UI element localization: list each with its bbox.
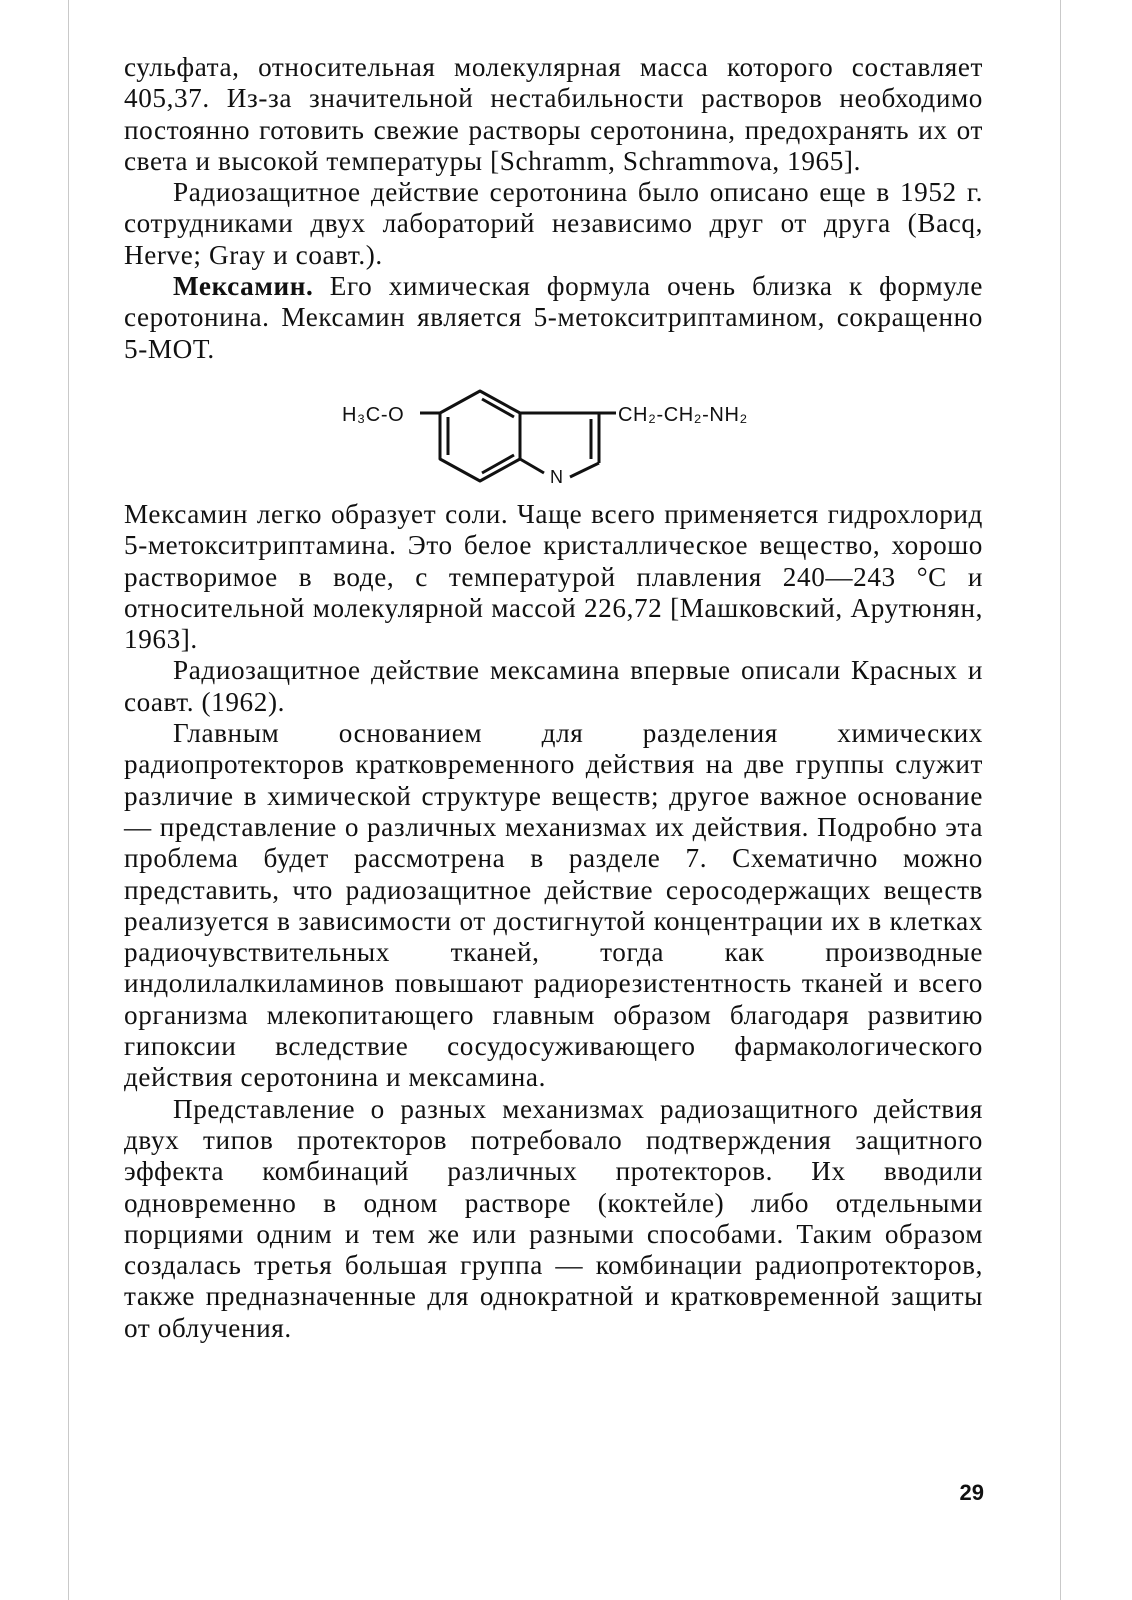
mexamine-heading: Мексамин.: [173, 271, 314, 302]
benzene-ring: [440, 391, 520, 481]
formula-drawing: [124, 371, 983, 495]
mexamine-structural-formula: [124, 371, 983, 495]
paragraph-mexamine-salts: Мексамин легко образует соли. Чаще всего применяется гидрохлорид 5-метокситриптамина. Это белое кристаллическое вещество, хорошо растворимое в воде, с температурой плавления 240—243 °С и относительной молекулярной массой 226,72 [Машковский, Арутюнян, 1963].: [124, 498, 983, 655]
paragraph-classification: Главным основанием для разделения химических радиопротекторов кратковременного действия на две группы служит различие в химической структуре веществ; другое важное основание — представление о различных механизмах их действия. Подробно эта проблема будет рассмотрена в разделе 7. Схематично можно представить, что радиозащитное действие серосодержащих веществ реализуется в зависимости от достигнутой концентрации их в клетках радиочувствительных тканей, тогда как производные индолилалкиламинов повышают радиорезистентность тканей и всего организма млекопитающего главным образом благодаря развитию гипоксии вследствие сосудосуживающего фармакологического действия серотонина и мексамина.: [124, 718, 983, 1093]
formula-methoxy-label: H₃C-O: [342, 403, 405, 426]
page-number: 29: [959, 1480, 984, 1505]
page-edge-left: [68, 0, 69, 1600]
paragraph-continued: сульфата, относительная молекулярная масса которого составляет 405,37. Из-за значительной нестабильности растворов необходимо постоянно готовить свежие растворы серотонина, предохранять их от света и высокой температуры [Schramm, Schrammova, 1965].: [124, 52, 983, 176]
page-edge-right: [1060, 0, 1061, 1600]
pyrrole-bond-to-n-right: [570, 463, 599, 477]
paragraph-combinations: Представление о разных механизмах радиозащитного действия двух типов протекторов потребовало подтверждения защитного эффекта комбинаций различных протекторов. Их вводили одновременно в одном растворе (коктейле) либо отдельными порциями одним и тем же или разными способами. Таким образом создалась третья большая группа — комбинации радиопротекторов, также предназначенные для однократной и кратковременной защиты от облучения.: [124, 1093, 983, 1343]
formula-aminoethyl-label: CH₂-CH₂-NH₂: [618, 403, 748, 426]
mexamine-intro-text: Его химическая формула очень близка к формуле серотонина. Мексамин является 5-метокситриптамином, сокращенно 5-МОТ.: [124, 271, 983, 364]
formula-nitrogen-label: N: [550, 466, 564, 487]
pyrrole-bond-to-n-left: [520, 459, 544, 473]
paragraph-serotonin-history: Радиозащитное действие серотонина было описано еще в 1952 г. сотрудниками двух лабораторий независимо друг от друга (Bacq, Herve; Gray и соавт.).: [124, 177, 983, 270]
paragraph-mexamine-intro: [124, 271, 983, 365]
paragraph-mexamine-first-described: Радиозащитное действие мексамина впервые описали Красных и соавт. (1962).: [124, 655, 983, 717]
body-text: [124, 52, 983, 1344]
